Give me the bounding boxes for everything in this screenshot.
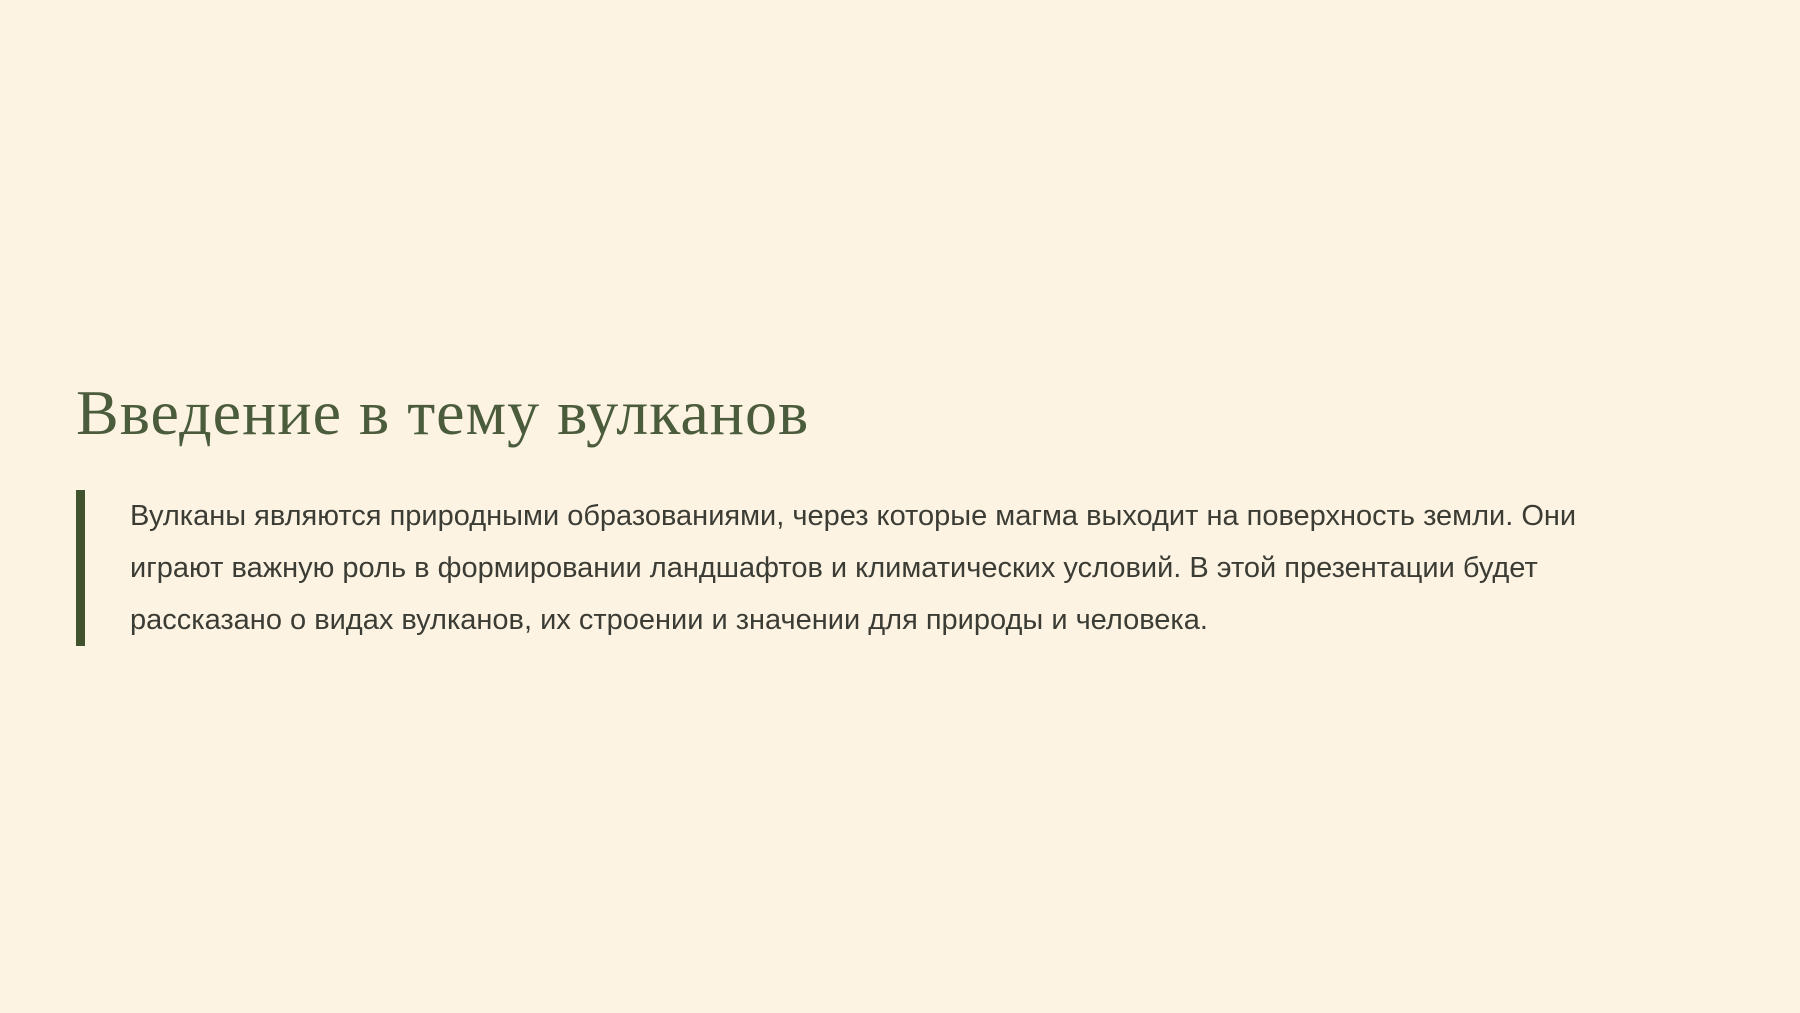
slide-body-text: Вулканы являются природными образованиями, через которые магма выходит на поверхность земли. Они играют важную роль в формировании ландшафтов и климатических условий. В этой презентации будет рассказано о видах вулканов, их строении и значении для природы и человека. <box>76 490 1616 646</box>
slide-title: Введение в тему вулканов <box>76 377 810 448</box>
slide-body-block <box>76 490 1616 646</box>
